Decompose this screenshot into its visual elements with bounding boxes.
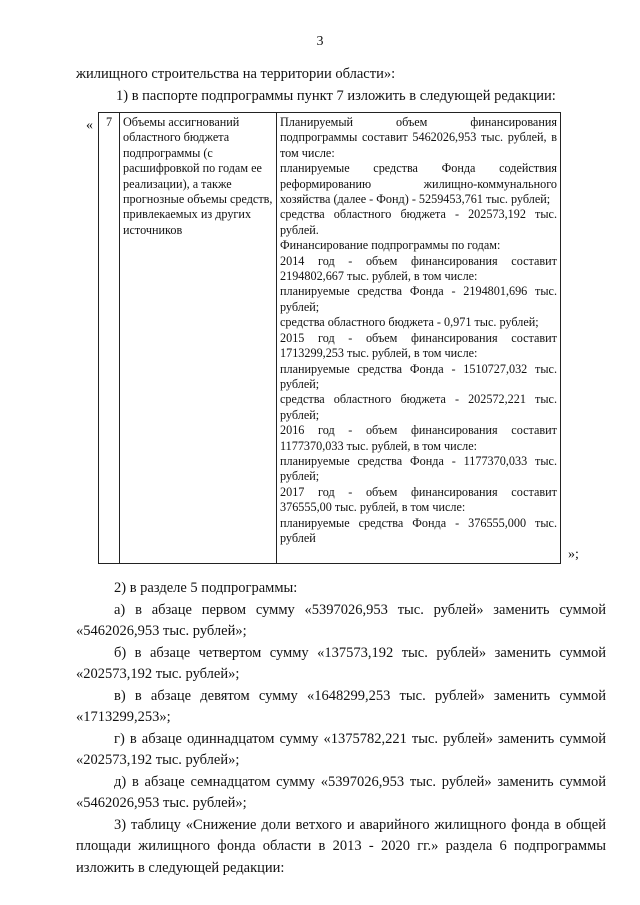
content-line: планируемые средства Фонда - 1177370,033 тыс. рублей;	[280, 453, 557, 484]
amendment-item: а) в абзаце первом сумму «5397026,953 тыс. рублей» заменить суммой «5462026,953 тыс. рублей»;	[76, 601, 606, 639]
amendment-item: в) в абзаце девятом сумму «1648299,253 тыс. рублей» заменить суммой «1713299,253»;	[76, 687, 606, 725]
amendment-item-1: 1) в паспорте подпрограммы пункт 7 изложить в следующей редакции:	[116, 88, 556, 104]
content-line: Планируемый объем финансирования подпрограммы составит 5462026,953 тыс. рублей, в том числе:	[280, 115, 557, 160]
amendment-item: г) в абзаце одиннадцатом сумму «1375782,221 тыс. рублей» заменить суммой «202573,192 тыс. рублей»;	[76, 730, 606, 768]
content-line: 2014 год - объем финансирования составит 2194802,667 тыс. рублей, в том числе:	[280, 253, 557, 284]
content-line: 2015 год - объем финансирования составит 1713299,253 тыс. рублей, в том числе:	[280, 330, 557, 361]
content-line: 2017 год - объем финансирования составит 376555,00 тыс. рублей, в том числе:	[280, 484, 557, 515]
content-line: планируемые средства Фонда содействия реформированию жилищно-коммунального хозяйства (далее - Фонд) - 5259453,761 тыс. рублей;	[280, 161, 557, 207]
row-number-cell: 7	[99, 113, 120, 564]
amendments-list	[76, 578, 606, 879]
row-label-cell: Объемы ассигнований областного бюджета подпрограммы (с расшифровкой по годам ее реализации), а также прогнозные объемы средств, привлекаемых из других источников	[120, 113, 277, 564]
intro-line: жилищного строительства на территории области»:	[76, 66, 396, 82]
content-line: средства областного бюджета - 202572,221 тыс. рублей;	[280, 392, 557, 422]
passport-table	[98, 112, 561, 564]
content-line: 2016 год - объем финансирования составит 1177370,033 тыс. рублей, в том числе:	[280, 423, 557, 453]
amendment-item: 3) таблицу «Снижение доли ветхого и аварийного жилищного фонда в общей площади жилищного фонда области в 2013 - 2020 гг.» раздела 6 подпрограммы изложить в следующей редакции:	[76, 816, 606, 876]
row-content-cell	[277, 113, 561, 564]
table-row	[99, 113, 561, 564]
content-line: планируемые средства Фонда - 2194801,696 тыс. рублей;	[280, 284, 557, 314]
amendment-item: 2) в разделе 5 подпрограммы:	[114, 580, 298, 596]
content-line: планируемые средства Фонда - 376555,000 тыс. рублей	[280, 515, 557, 545]
amendment-item: б) в абзаце четвертом сумму «137573,192 тыс. рублей» заменить суммой «202573,192 тыс. рублей»;	[76, 644, 606, 682]
opening-quote: «	[86, 118, 93, 133]
amendment-item: д) в абзаце семнадцатом сумму «5397026,953 тыс. рублей» заменить суммой «5462026,953 тыс. рублей»;	[76, 773, 606, 811]
closing-quote: »;	[568, 547, 579, 562]
page-number: 3	[316, 34, 324, 49]
content-line: планируемые средства Фонда - 1510727,032 тыс. рублей;	[280, 361, 557, 391]
content-line: средства областного бюджета - 202573,192 тыс. рублей.	[280, 207, 557, 237]
content-line: средства областного бюджета - 0,971 тыс. рублей;	[280, 315, 539, 330]
content-line: Финансирование подпрограммы по годам:	[280, 238, 501, 253]
